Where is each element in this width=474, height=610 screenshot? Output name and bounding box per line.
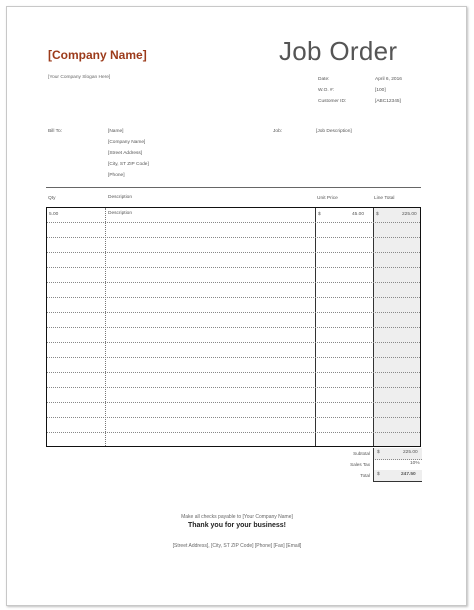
bill-to-label: Bill To: — [48, 129, 63, 134]
job-description: [Job Description] — [316, 129, 352, 134]
bill-to-city: [City, ST ZIP Code] — [108, 162, 149, 167]
col-qty-header: Qty — [48, 196, 56, 201]
subtotal-label: Subtotal — [353, 451, 370, 456]
table-row-divider — [47, 237, 420, 238]
table-row-divider — [47, 297, 420, 298]
table-row-divider — [47, 282, 420, 283]
wo-value: [100] — [375, 88, 386, 93]
col-line-total-header: Line Total — [374, 196, 395, 201]
total-value: 247.50 — [401, 472, 416, 477]
row-line-total-currency: $ — [376, 212, 379, 217]
date-value: April 6, 2016 — [375, 77, 402, 82]
row-description[interactable]: Description — [108, 211, 132, 216]
col-unit-price-header: Unit Price — [317, 196, 338, 201]
subtotal-value: 225.00 — [403, 450, 418, 455]
wo-label: W.O. #: — [318, 88, 334, 93]
customer-id-label: Customer ID: — [318, 99, 347, 104]
contact-info: [Street Address], [City, ST ZIP Code] [Phone] [Fax] [Email] — [172, 543, 302, 549]
col-description-header: Description — [108, 195, 132, 200]
bill-to-street: [Street Address] — [108, 151, 143, 156]
table-row-divider — [47, 342, 420, 343]
total-cell — [373, 470, 422, 482]
table-row-divider — [47, 387, 420, 388]
bill-to-company: [Company Name] — [108, 140, 146, 145]
sales-tax-label: Sales Tax — [350, 462, 370, 467]
thank-you-message: Thank you for your business! — [187, 522, 286, 529]
table-row-divider — [47, 372, 420, 373]
document-title: Job Order — [279, 36, 398, 66]
row-unit-price[interactable]: 45.00 — [352, 212, 365, 217]
table-row-divider — [47, 432, 420, 433]
sales-tax-value[interactable]: 10% — [410, 461, 420, 466]
table-row-divider — [47, 222, 420, 223]
job-label: Job: — [273, 129, 283, 134]
table-row-divider — [47, 267, 420, 268]
row-qty[interactable]: 5.00 — [49, 212, 59, 217]
company-name: [Company Name] — [48, 48, 147, 62]
total-label: Total — [360, 473, 370, 478]
bill-to-name: [Name] — [108, 129, 124, 134]
subtotal-currency: $ — [377, 450, 380, 455]
customer-id-value: [ABC12345] — [375, 99, 401, 104]
table-row-divider — [47, 417, 420, 418]
company-slogan: [Your Company Slogan Here] — [48, 75, 111, 80]
total-currency: $ — [377, 472, 380, 477]
checks-payable-note: Make all checks payable to [Your Company Name] — [181, 514, 293, 520]
table-row-divider — [47, 252, 420, 253]
row-unit-price-currency: $ — [318, 212, 321, 217]
row-line-total: 225.00 — [402, 212, 417, 217]
date-label: Date: — [318, 77, 330, 82]
table-row-divider — [47, 357, 420, 358]
line-items-table — [46, 207, 421, 447]
bill-to-phone: [Phone] — [108, 173, 125, 178]
table-row-divider — [47, 402, 420, 403]
table-row-divider — [47, 312, 420, 313]
table-row-divider — [47, 327, 420, 328]
header-divider — [46, 187, 421, 188]
